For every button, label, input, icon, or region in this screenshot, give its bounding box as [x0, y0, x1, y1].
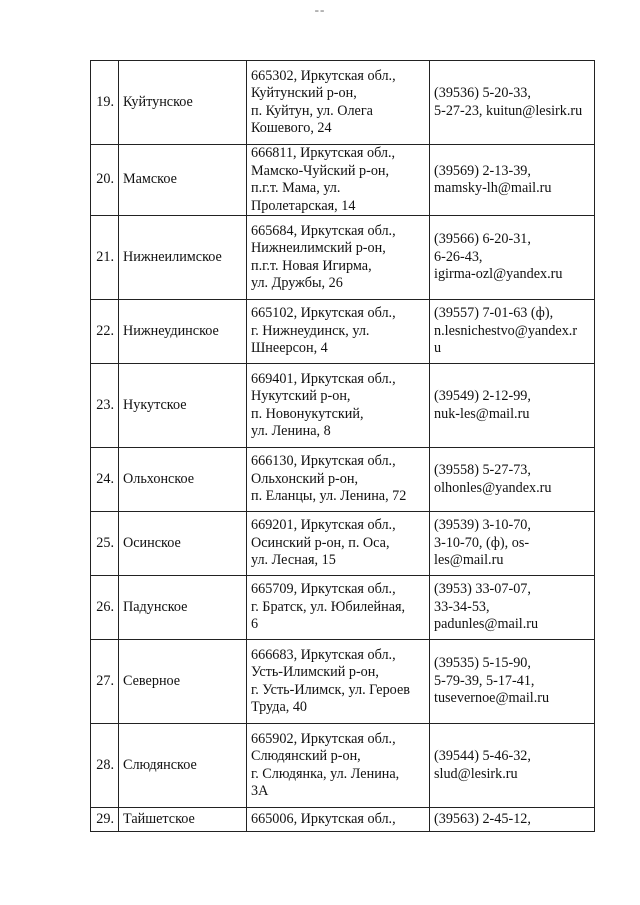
address-cell	[247, 808, 430, 832]
address-line: 666811, Иркутская обл.,	[251, 145, 396, 161]
row-number: 22.	[91, 300, 119, 364]
address-line: ул. Ленина, 8	[251, 423, 331, 439]
table-row	[91, 512, 595, 576]
address-line: Нижнеилимский р-он,	[251, 240, 386, 256]
forestry-name: Тайшетское	[119, 808, 247, 832]
forestry-contacts-table	[90, 60, 595, 832]
contact-line: n.lesnichestvo@yandex.r	[434, 322, 578, 339]
row-number: 27.	[91, 640, 119, 724]
contact-line: 33-34-53,	[434, 598, 490, 615]
address-line: Пролетарская, 14	[251, 197, 356, 214]
address-line: п.г.т. Мама, ул.	[251, 180, 341, 196]
forestry-name: Нижнеудинское	[119, 300, 247, 364]
address-line: 669401, Иркутская обл.,	[251, 370, 396, 387]
contact-line: nuk-les@mail.ru	[434, 405, 530, 422]
address-line: Куйтунский р-он,	[251, 85, 357, 101]
address-cell	[247, 724, 430, 808]
contacts-cell	[430, 576, 595, 640]
address-cell	[247, 145, 430, 216]
contact-line: (39566) 6-20-31,	[434, 231, 531, 248]
forestry-name: Куйтунское	[119, 61, 247, 145]
address-line: 669201, Иркутская обл.,	[251, 517, 396, 534]
address-line: г. Братск, ул. Юбилейная,	[251, 598, 406, 615]
address-line: ул. Дружбы, 26	[251, 275, 343, 291]
address-cell	[247, 448, 430, 512]
contact-line: u	[434, 340, 442, 357]
row-number: 21.	[91, 216, 119, 300]
contact-line: (39558) 5-27-73,	[434, 462, 531, 478]
forestry-name: Нижнеилимское	[119, 216, 247, 300]
contacts-cell	[430, 300, 595, 364]
contact-line: (39535) 5-15-90,	[434, 655, 531, 672]
row-number: 28.	[91, 724, 119, 808]
address-line: 665709, Иркутская обл.,	[251, 581, 396, 598]
address-line: п. Еланцы, ул. Ленина, 72	[251, 488, 407, 505]
row-number: 23.	[91, 364, 119, 448]
table-row	[91, 808, 595, 832]
forestry-name: Нукутское	[119, 364, 247, 448]
contact-line: slud@lesirk.ru	[434, 765, 518, 782]
contacts-cell	[430, 512, 595, 576]
row-number: 26.	[91, 576, 119, 640]
address-line: ул. Лесная, 15	[251, 552, 336, 569]
contact-line: 3-10-70, (ф), os-	[434, 534, 530, 551]
row-number: 24.	[91, 448, 119, 512]
table-row	[91, 145, 595, 216]
contact-line: mamsky-lh@mail.ru	[434, 180, 552, 196]
forestry-name: Слюдянское	[119, 724, 247, 808]
table-row	[91, 216, 595, 300]
contacts-cell	[430, 145, 595, 216]
address-line: Ольхонский р-он,	[251, 470, 359, 487]
address-line: Шнеерсон, 4	[251, 340, 328, 357]
row-number: 29.	[91, 808, 119, 832]
address-line: г. Усть-Илимск, ул. Героев	[251, 681, 410, 698]
contact-line: tusevernoe@mail.ru	[434, 690, 550, 707]
address-cell	[247, 216, 430, 300]
address-line: 666130, Иркутская обл.,	[251, 453, 396, 470]
table-row	[91, 61, 595, 145]
address-line: г. Нижнеудинск, ул.	[251, 322, 370, 339]
address-line: п. Новонукутский,	[251, 405, 364, 422]
contact-line: les@mail.ru	[434, 552, 504, 569]
forestry-name: Осинское	[119, 512, 247, 576]
table-row	[91, 576, 595, 640]
contact-line: (39557) 7-01-63 (ф),	[434, 305, 554, 322]
contact-line: (39563) 2-45-12,	[434, 810, 531, 827]
contacts-cell	[430, 808, 595, 832]
address-line: 3А	[251, 783, 269, 799]
contact-line: (39536) 5-20-33,	[434, 85, 531, 101]
contact-line: (3953) 33-07-07,	[434, 581, 531, 598]
address-line: 665302, Иркутская обл.,	[251, 67, 396, 84]
address-line: Нукутский р-он,	[251, 388, 351, 404]
contacts-cell	[430, 724, 595, 808]
page-header-mark: --	[314, 2, 326, 17]
address-line: п. Куйтун, ул. Олега	[251, 102, 373, 119]
address-line: п.г.т. Новая Игирма,	[251, 257, 372, 274]
row-number: 20.	[91, 145, 119, 216]
address-line: Слюдянский р-он,	[251, 748, 361, 764]
address-line: г. Слюдянка, ул. Ленина,	[251, 765, 400, 782]
address-cell	[247, 364, 430, 448]
contact-line: (39549) 2-12-99,	[434, 388, 531, 404]
table-row	[91, 724, 595, 808]
contact-line: 6-26-43,	[434, 248, 483, 265]
forestry-name: Падунское	[119, 576, 247, 640]
table-row	[91, 364, 595, 448]
address-line: Кошевого, 24	[251, 120, 332, 136]
contact-line: 5-79-39, 5-17-41,	[434, 672, 535, 689]
address-cell	[247, 576, 430, 640]
forestry-name: Мамское	[119, 145, 247, 216]
address-cell	[247, 512, 430, 576]
table-body	[91, 61, 595, 832]
address-line: 665102, Иркутская обл.,	[251, 305, 396, 322]
contacts-cell	[430, 61, 595, 145]
address-line: 665902, Иркутская обл.,	[251, 730, 396, 747]
contacts-cell	[430, 364, 595, 448]
contacts-cell	[430, 640, 595, 724]
address-line: Усть-Илимский р-он,	[251, 664, 379, 680]
address-line: 666683, Иркутская обл.,	[251, 646, 396, 663]
address-line: Труда, 40	[251, 699, 308, 715]
address-cell	[247, 61, 430, 145]
contact-line: igirma-ozl@yandex.ru	[434, 266, 563, 283]
row-number: 25.	[91, 512, 119, 576]
contact-line: (39539) 3-10-70,	[434, 517, 531, 534]
address-cell	[247, 300, 430, 364]
table-row	[91, 300, 595, 364]
address-line: Осинский р-он, п. Оса,	[251, 534, 390, 551]
forestry-name: Ольхонское	[119, 448, 247, 512]
address-line: 665684, Иркутская обл.,	[251, 222, 396, 239]
address-line: Мамско-Чуйский р-он,	[251, 162, 390, 179]
contacts-cell	[430, 216, 595, 300]
table-row	[91, 640, 595, 724]
contact-line: (39569) 2-13-39,	[434, 162, 531, 179]
contact-line: 5-27-23, kuitun@lesirk.ru	[434, 102, 583, 119]
address-cell	[247, 640, 430, 724]
contact-line: (39544) 5-46-32,	[434, 748, 531, 764]
address-line: 6	[251, 616, 259, 633]
contact-line: padunles@mail.ru	[434, 616, 539, 633]
row-number: 19.	[91, 61, 119, 145]
table-row	[91, 448, 595, 512]
contact-line: olhonles@yandex.ru	[434, 479, 552, 496]
contacts-cell	[430, 448, 595, 512]
address-line: 665006, Иркутская обл.,	[251, 810, 396, 827]
forestry-name: Северное	[119, 640, 247, 724]
